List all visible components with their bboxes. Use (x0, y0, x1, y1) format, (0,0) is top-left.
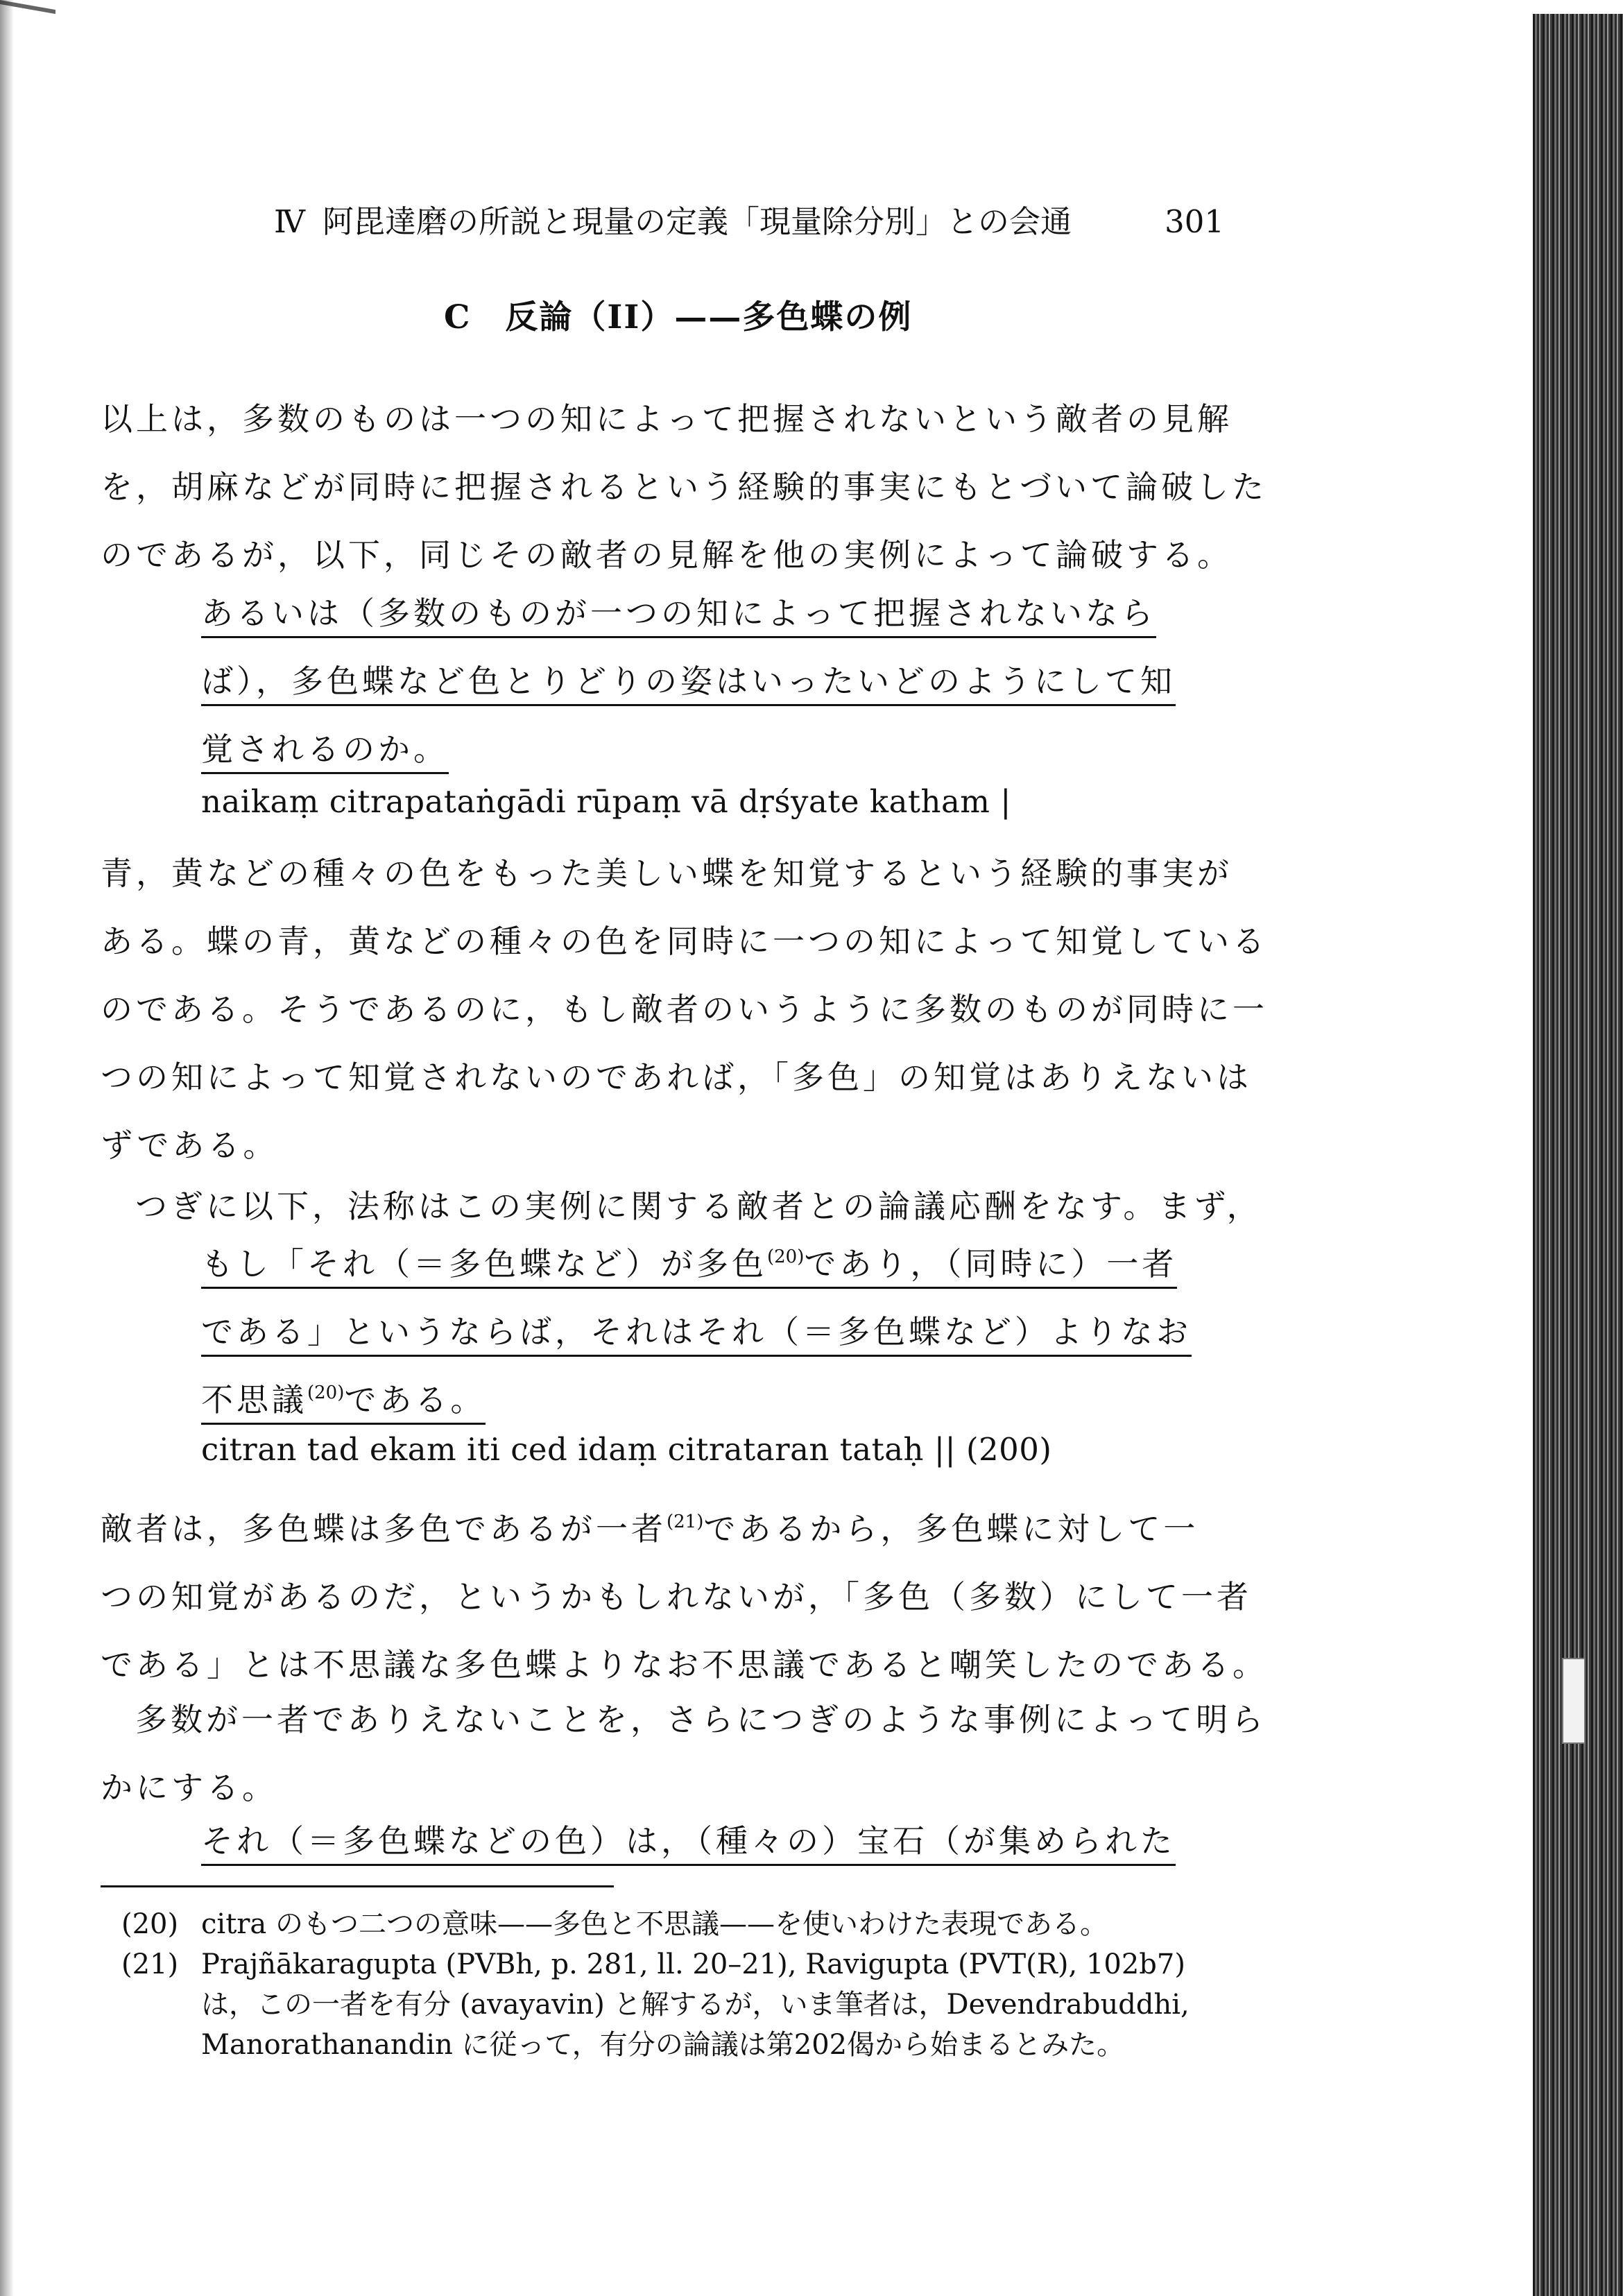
paragraph-2 (101, 839, 1268, 1179)
footnote-ref: (21) (667, 1511, 704, 1532)
footnote-ref: (20) (767, 1246, 805, 1267)
paragraph-line: つの知覚があるのだ，というかもしれないが，「多色（多数）にして一者 (101, 1578, 1252, 1616)
paragraph-line: かにする。 (101, 1769, 277, 1806)
scan-corner-mark (0, 0, 55, 55)
book-binding-tab (1562, 1658, 1586, 1744)
paragraph-line: 以上は，多数のものは一つの知によって把握されないという敵者の見解 (101, 400, 1233, 438)
verse-line: ば），多色蝶など色とりどりの姿はいったいどのようにして知 (201, 660, 1176, 706)
verse-translation-1 (201, 579, 1176, 783)
paragraph-line: のである。そうであるのに，もし敵者のいうように多数のものが同時に一 (101, 991, 1268, 1028)
footnote-text: citra のもつ二つの意味——多色と不思議——を使いわけた表現である。 (201, 1908, 1108, 1940)
section-title: C 反論（II）——多色蝶の例 (444, 298, 913, 336)
chapter-number: Ⅳ (274, 203, 305, 240)
verse-line: 覚されるのか。 (201, 728, 449, 774)
footnote-text: Manorathanandin に従って，有分の論議は第202偈から始まるとみた。 (201, 2029, 1125, 2061)
footnote-20 (121, 1904, 1190, 1944)
paragraph-line: つの知によって知覚されないのであれば，「多色」の知覚はありえないは (101, 1059, 1252, 1096)
paragraph-line: 敵者は，多色蝶は多色であるが一者$^{(21)}$であるから，多色蝶に対して一 (101, 1510, 1199, 1548)
paragraph-line: ある。蝶の青，黄などの種々の色を同時に一つの知によって知覚している (101, 923, 1268, 960)
footnote-text: は，この一者を有分 (avayavin) と解するが，いま筆者は，Devendrabuddhi, (201, 1989, 1190, 2021)
verse-line: もし「それ（＝多色蝶など）が多色$^{(20)}$であり，（同時に）一者 (201, 1235, 1177, 1289)
paragraph-3: つぎに以下，法称はこの実例に関する敵者との論議応酬をなす。まず， (135, 1188, 1262, 1225)
paragraph-5 (101, 1686, 1267, 1822)
verse-line: あるいは（多数のものが一つの知によって把握されないなら (201, 592, 1156, 638)
verse-line: である」というならば，それはそれ（＝多色蝶など）よりなお (201, 1310, 1192, 1357)
footnote-text: Prajñākaragupta (PVBh, p. 281, ll. 20–21), Ravigupta (PVT(R), 102b7) (201, 1948, 1185, 1980)
footnote-ref: (20) (307, 1382, 345, 1403)
paragraph-line: のであるが，以下，同じその敵者の見解を他の実例によって論破する。 (101, 536, 1233, 574)
paragraph-line: 多数が一者でありえないことを，さらにつぎのような事例によって明ら (135, 1701, 1267, 1738)
footnote-number: (21) (121, 1948, 179, 1980)
footnote-rule (101, 1885, 614, 1887)
scan-left-shadow (0, 0, 14, 2296)
running-title: 阿毘達磨の所説と現量の定義「現量除分別」との会通 (323, 203, 1072, 240)
verse-line: それ（＝多色蝶などの色）は，（種々の）宝石（が集められた (201, 1819, 1176, 1866)
paragraph-1 (101, 385, 1267, 589)
page-number: 301 (1165, 203, 1224, 240)
sanskrit-verse-1: naikaṃ citrapataṅgādi rūpaṃ vā dṛśyate katham | (201, 783, 1011, 820)
paragraph-line: ずである。 (101, 1126, 279, 1164)
verse-translation-2 (201, 1230, 1192, 1434)
sanskrit-verse-2: citran tad ekam iti ced idaṃ citrataran tataḥ || (200) (201, 1431, 1052, 1468)
footnotes (121, 1904, 1190, 2065)
paragraph-line: である」とは不思議な多色蝶よりなお不思議であると嘲笑したのである。 (101, 1646, 1268, 1684)
paragraph-line: 青，黄などの種々の色をもった美しい蝶を知覚するという経験的事実が (101, 855, 1233, 892)
running-header (274, 201, 1238, 243)
paragraph-line: を，胡麻などが同時に把握されるという経験的事実にもとづいて論破した (101, 468, 1268, 506)
verse-line: 不思議$^{(20)}$である。 (201, 1371, 486, 1425)
paragraph-4 (101, 1488, 1268, 1699)
book-binding-edge (1533, 14, 1623, 2296)
footnote-number: (20) (121, 1908, 179, 1940)
footnote-21 (121, 1944, 1190, 2065)
verse-translation-3 (201, 1807, 1176, 1875)
